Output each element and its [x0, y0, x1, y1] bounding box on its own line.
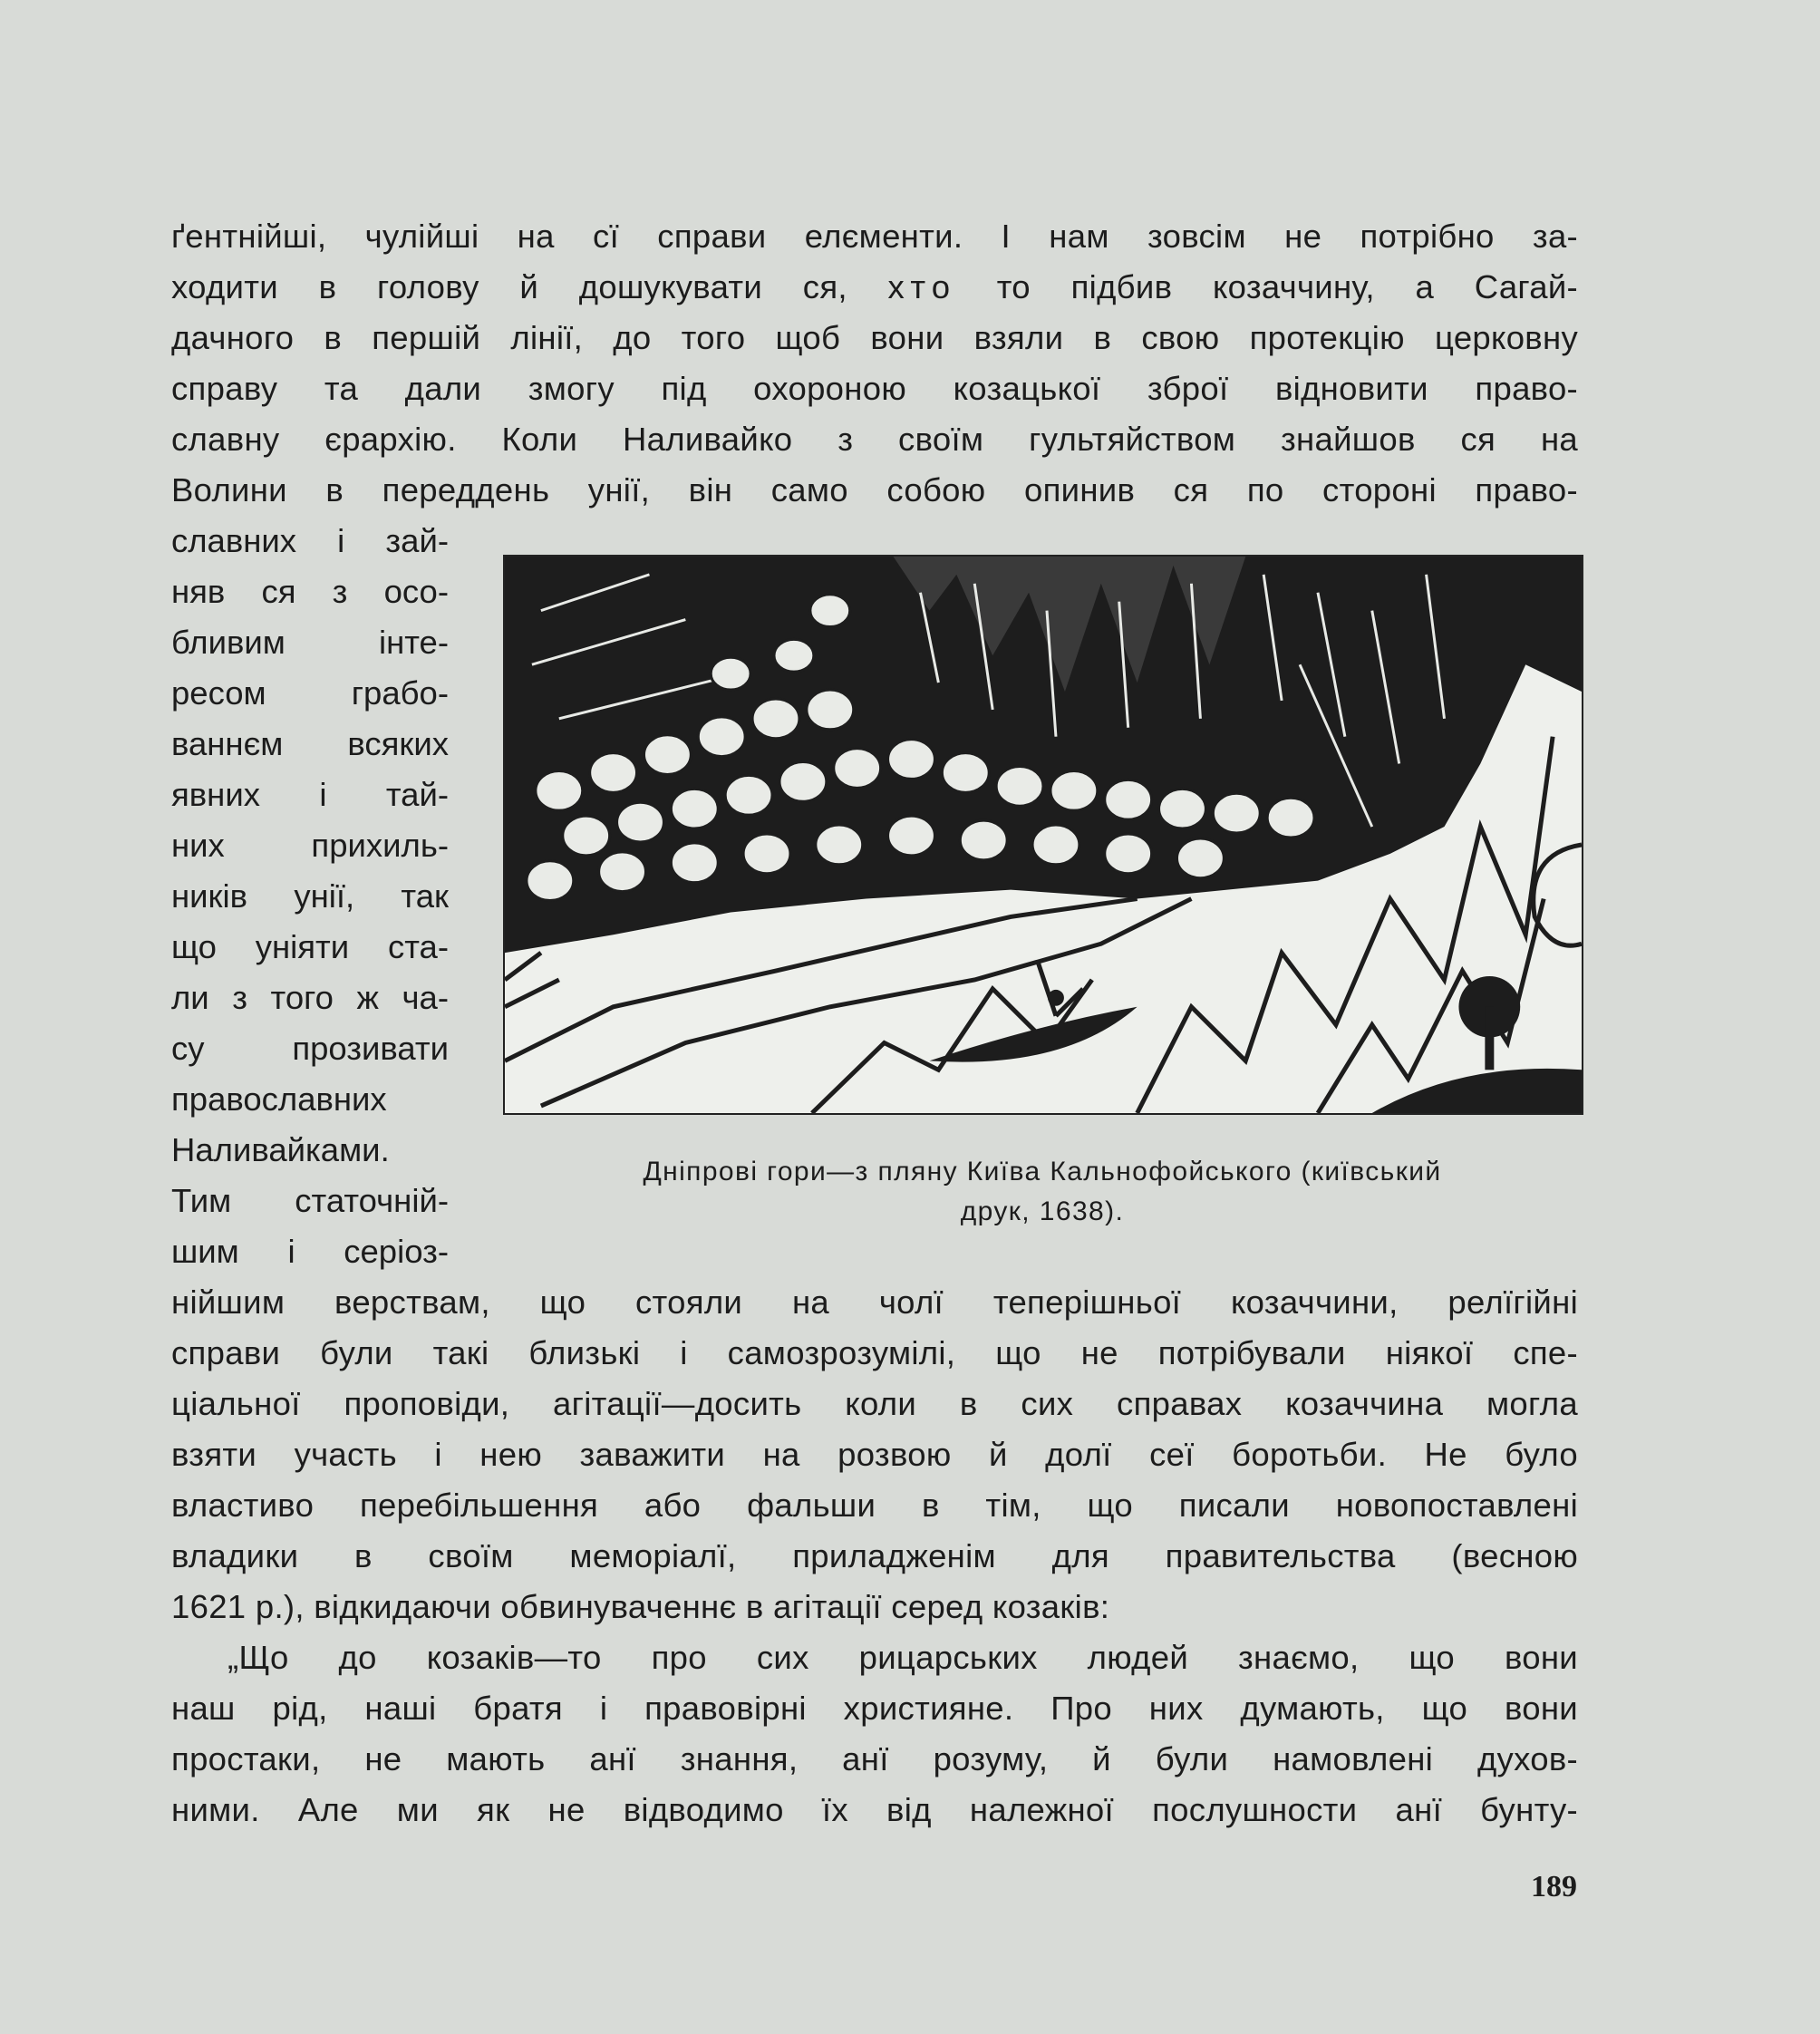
- text-line-7: нійшим верствам, що стояли на чолї теперішньої козаччини, релїгійні: [171, 1283, 1578, 1321]
- narrow-line-1: славних і зай-: [171, 522, 449, 559]
- text-line-13: 1621 р.), відкидаючи обвинуваченнє в агітації серед козаків:: [171, 1588, 1110, 1625]
- text-line-12: владики в своїм меморіалї, приладженім для правительства (весною: [171, 1537, 1578, 1574]
- emphasis-who: хто: [887, 268, 956, 305]
- text-line-5: славну єрархію. Коли Наливайко з своїм гультяйством знайшов ся на: [171, 421, 1578, 458]
- narrow-line-8: ників унії, так: [171, 877, 449, 915]
- text-line-8: справи були такі близькі і самозрозумілі, що не потрібували ніякої спе-: [171, 1334, 1578, 1371]
- text-line-2-c: то підбив козаччину, а Сагай-: [956, 268, 1578, 305]
- text-line-17: ними. Але ми як не відводимо їх від належної послушности анї бунту-: [171, 1791, 1578, 1828]
- text-line-14: „Що до козаків—то про сих рицарських людей знаємо, що вони: [228, 1639, 1578, 1676]
- narrow-line-9: що уніяти ста-: [171, 928, 449, 965]
- text-line-1: ґентнійші, чулійші на сї справи елєменти. І нам зовсім не потрібно за-: [171, 218, 1578, 255]
- text-line-2: [171, 262, 1578, 313]
- text-line-9: ціальної проповіди, агітації—досить коли в сих справах козаччина могла: [171, 1385, 1578, 1422]
- narrow-line-7: них прихиль-: [171, 827, 449, 864]
- narrow-line-4: ресом грабо-: [171, 674, 449, 712]
- dnieper-hills-engraving: [505, 557, 1582, 1113]
- figure-caption-line-2: друк, 1638).: [960, 1196, 1125, 1226]
- text-line-6: Волини в переддень унії, він само собою опинив ся по стороні право-: [171, 471, 1578, 508]
- text-line-11: властиво перебільшення або фальши в тім, що писали новопоставлені: [171, 1487, 1578, 1524]
- narrow-line-2: няв ся з осо-: [171, 573, 449, 610]
- narrow-line-15: шим і серіоз-: [171, 1233, 449, 1270]
- narrow-line-12: православних: [171, 1080, 387, 1118]
- narrow-line-3: бливим інте-: [171, 624, 449, 661]
- narrow-line-11: су прозивати: [171, 1030, 449, 1067]
- text-line-15: наш рід, наші братя і правовірні християне. Про них думають, що вони: [171, 1690, 1578, 1727]
- text-line-4: справу та дали змогу під охороною козацької зброї відновити право-: [171, 370, 1578, 407]
- woodcut-illustration: [503, 555, 1583, 1115]
- text-line-2-a: ходити в голову й дошукувати ся,: [171, 268, 888, 305]
- narrow-line-14: Тим статочній-: [171, 1182, 449, 1219]
- narrow-line-13: Наливайками.: [171, 1131, 390, 1168]
- narrow-line-5: ваннєм всяких: [171, 725, 449, 762]
- page-number: 189: [1531, 1870, 1577, 1903]
- narrow-line-10: ли з того ж ча-: [171, 979, 449, 1016]
- text-line-16: простаки, не мають анї знання, анї розуму, й були намовлені духов-: [171, 1740, 1578, 1777]
- figure-caption-line-1: Дніпрові гори—з пляну Київа Кальнофойського (київський: [643, 1157, 1442, 1186]
- text-line-10: взяти участь і нею заважити на розвою й долї сеї боротьби. Не було: [171, 1436, 1578, 1473]
- text-line-3: дачного в першій лінії, до того щоб вони взяли в свою протекцію церковну: [171, 319, 1578, 356]
- narrow-line-6: явних і тай-: [171, 776, 449, 813]
